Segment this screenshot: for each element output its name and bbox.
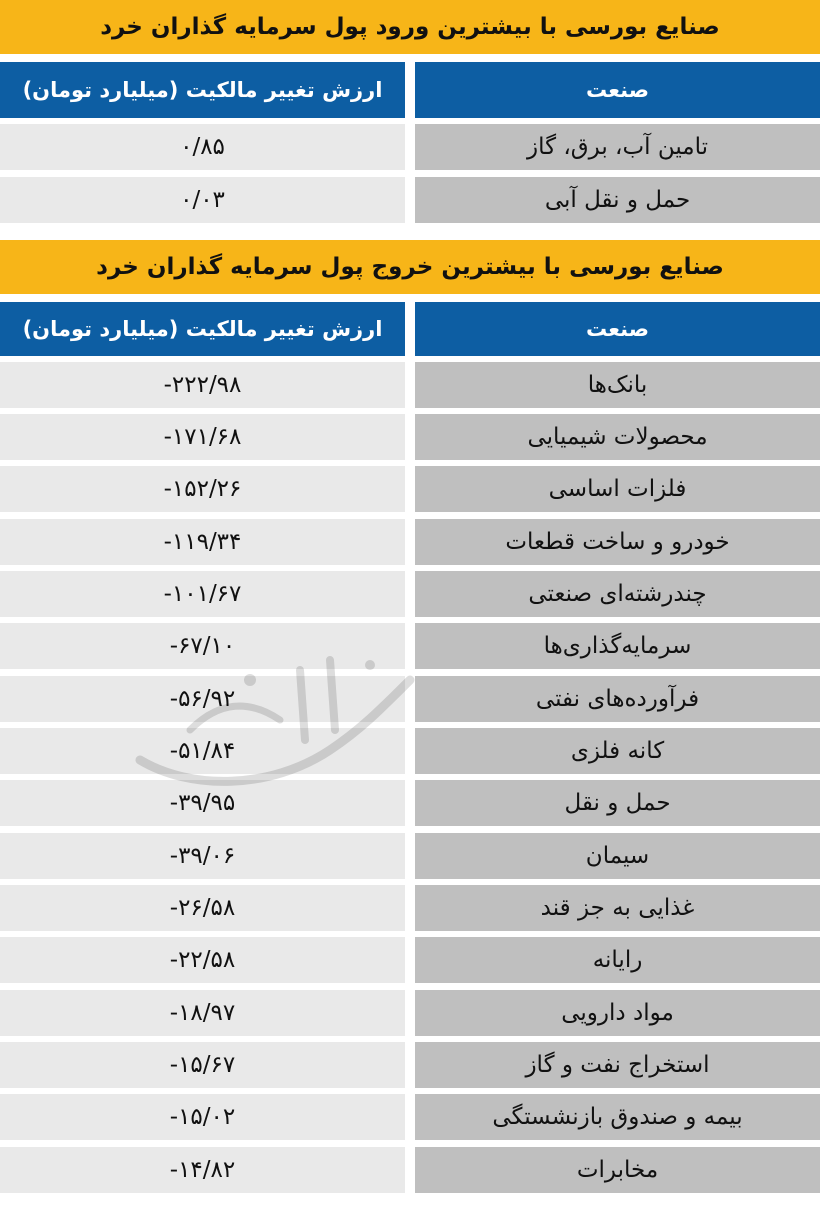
table-row bbox=[0, 725, 820, 777]
table-row bbox=[0, 934, 820, 986]
industry-cell: تامین آب، برق، گاز bbox=[415, 124, 820, 170]
value-cell: -۵۶/۹۲ bbox=[0, 676, 405, 722]
table-row bbox=[0, 359, 820, 411]
table-row bbox=[0, 620, 820, 672]
table-row bbox=[0, 830, 820, 882]
table-row bbox=[0, 777, 820, 829]
table-row bbox=[0, 1144, 820, 1196]
table-row bbox=[0, 673, 820, 725]
table-row bbox=[0, 411, 820, 463]
inflow-header-value: ارزش تغییر مالکیت (میلیارد تومان) bbox=[0, 62, 405, 118]
industry-cell: کانه فلزی bbox=[415, 728, 820, 774]
table-row bbox=[0, 463, 820, 515]
inflow-header-industry: صنعت bbox=[415, 62, 820, 118]
outflow-header-industry: صنعت bbox=[415, 302, 820, 356]
value-cell: -۳۹/۹۵ bbox=[0, 780, 405, 826]
industry-cell: استخراج نفت و گاز bbox=[415, 1042, 820, 1088]
industry-cell: محصولات شیمیایی bbox=[415, 414, 820, 460]
industry-cell: بیمه و صندوق بازنشستگی bbox=[415, 1094, 820, 1140]
table-row bbox=[0, 1039, 820, 1091]
value-cell: -۶۷/۱۰ bbox=[0, 623, 405, 669]
industry-cell: مواد دارویی bbox=[415, 990, 820, 1036]
table-row bbox=[0, 516, 820, 568]
value-cell: -۱۸/۹۷ bbox=[0, 990, 405, 1036]
industry-cell: حمل و نقل bbox=[415, 780, 820, 826]
outflow-title: صنایع بورسی با بیشترین خروج پول سرمایه گذاران خرد bbox=[0, 240, 820, 294]
value-cell: -۱۵/۶۷ bbox=[0, 1042, 405, 1088]
industry-cell: بانک‌ها bbox=[415, 362, 820, 408]
table-row bbox=[0, 568, 820, 620]
value-cell: -۲۲۲/۹۸ bbox=[0, 362, 405, 408]
table-row bbox=[0, 882, 820, 934]
inflow-title: صنایع بورسی با بیشترین ورود پول سرمایه گذاران خرد bbox=[0, 0, 820, 54]
table-row bbox=[0, 987, 820, 1039]
industry-cell: خودرو و ساخت قطعات bbox=[415, 519, 820, 565]
industry-cell: رایانه bbox=[415, 937, 820, 983]
value-cell: -۵۱/۸۴ bbox=[0, 728, 405, 774]
table-row bbox=[0, 174, 820, 226]
value-cell: ۰/۰۳ bbox=[0, 177, 405, 223]
industry-cell: مخابرات bbox=[415, 1147, 820, 1193]
table-row bbox=[0, 1091, 820, 1143]
value-cell: -۱۷۱/۶۸ bbox=[0, 414, 405, 460]
industry-cell: سرمایه‌گذاری‌ها bbox=[415, 623, 820, 669]
industry-cell: فلزات اساسی bbox=[415, 466, 820, 512]
value-cell: -۳۹/۰۶ bbox=[0, 833, 405, 879]
table-row bbox=[0, 121, 820, 173]
industry-cell: حمل و نقل آبی bbox=[415, 177, 820, 223]
value-cell: -۱۰۱/۶۷ bbox=[0, 571, 405, 617]
value-cell: -۱۱۹/۳۴ bbox=[0, 519, 405, 565]
industry-cell: فرآورده‌های نفتی bbox=[415, 676, 820, 722]
outflow-header-value: ارزش تغییر مالکیت (میلیارد تومان) bbox=[0, 302, 405, 356]
value-cell: -۲۶/۵۸ bbox=[0, 885, 405, 931]
industry-cell: سیمان bbox=[415, 833, 820, 879]
value-cell: -۱۴/۸۲ bbox=[0, 1147, 405, 1193]
value-cell: -۲۲/۵۸ bbox=[0, 937, 405, 983]
value-cell: -۱۵/۰۲ bbox=[0, 1094, 405, 1140]
value-cell: ۰/۸۵ bbox=[0, 124, 405, 170]
industry-cell: چندرشته‌ای صنعتی bbox=[415, 571, 820, 617]
industry-cell: غذایی به جز قند bbox=[415, 885, 820, 931]
value-cell: -۱۵۲/۲۶ bbox=[0, 466, 405, 512]
